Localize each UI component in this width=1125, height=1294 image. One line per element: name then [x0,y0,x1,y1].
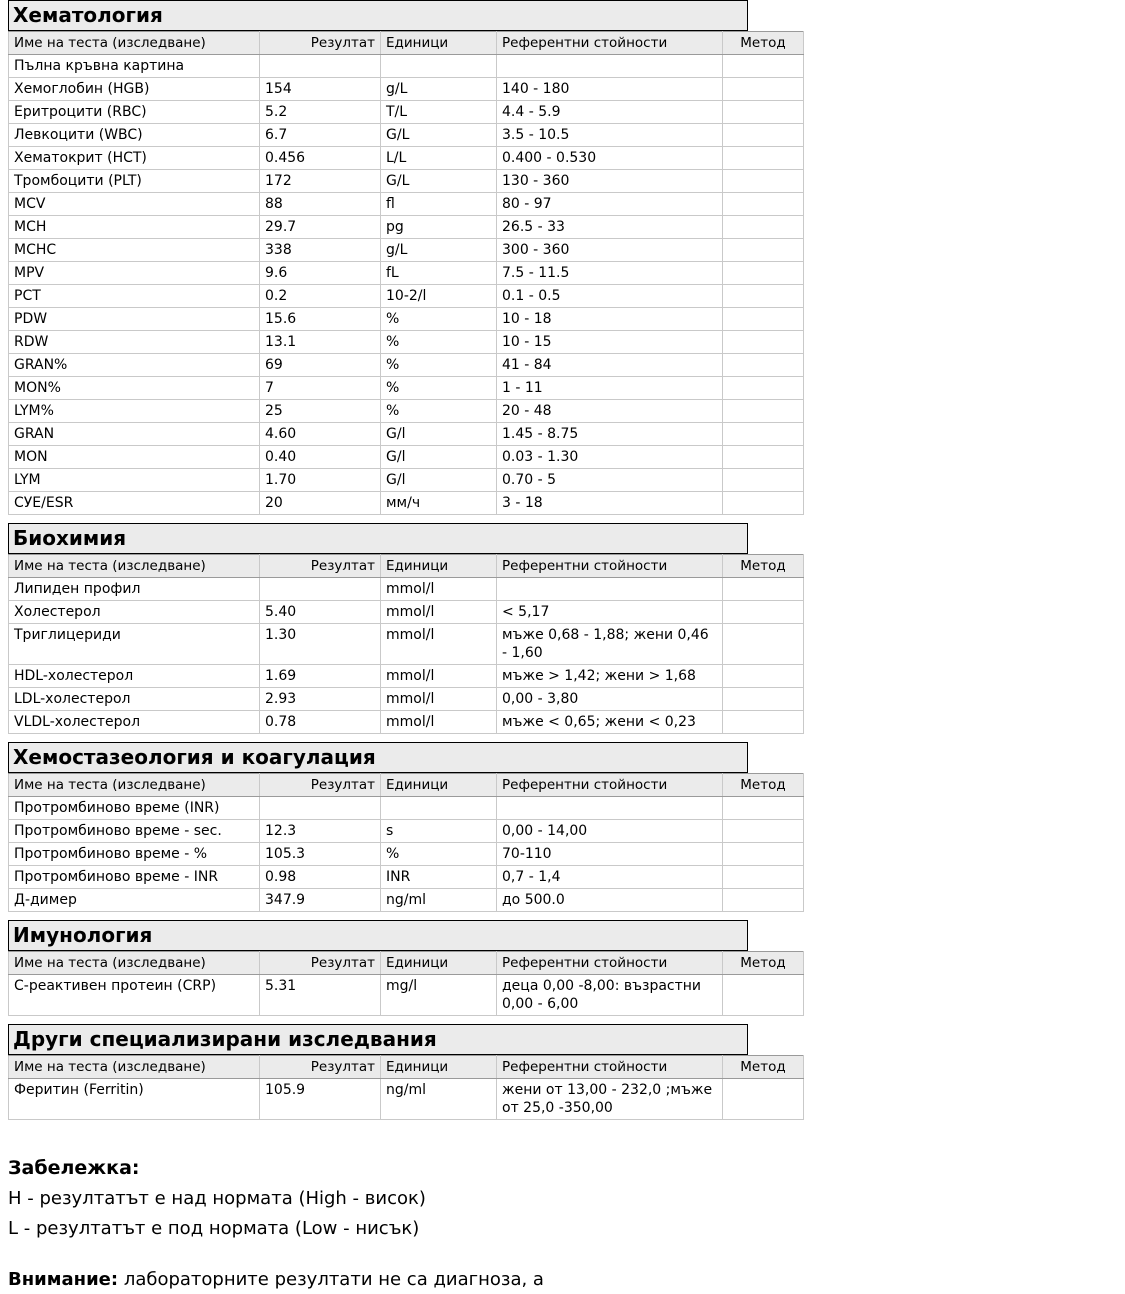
cell-result: 172 [260,170,381,193]
table-row [9,624,804,665]
column-header-units: Единици [381,1056,497,1079]
cell-reference: 4.4 - 5.9 [497,101,723,124]
cell-test-name: MPV [9,262,260,285]
cell-test-name: GRAN% [9,354,260,377]
cell-units: mmol/l [381,711,497,734]
cell-result: 347.9 [260,889,381,912]
column-header-result: Резултат [260,1056,381,1079]
cell-units: g/L [381,239,497,262]
cell-method [723,101,804,124]
table-row [9,193,804,216]
cell-result: 1.70 [260,469,381,492]
cell-test-name: RDW [9,331,260,354]
column-header-name: Име на теста (изследване) [9,774,260,797]
lab-section [8,742,786,912]
table-header-row [9,1056,804,1079]
table-row [9,377,804,400]
cell-result: 69 [260,354,381,377]
cell-method [723,354,804,377]
cell-units: % [381,400,497,423]
cell-result: 105.9 [260,1079,381,1120]
cell-test-name: Липиден профил [9,578,260,601]
column-header-result: Резултат [260,952,381,975]
table-row [9,262,804,285]
notes-title: Забележка: [8,1157,140,1179]
table-row [9,469,804,492]
section-spacer [0,1120,1125,1128]
cell-test-name: Триглицериди [9,624,260,665]
results-table [8,31,804,515]
cell-units: fL [381,262,497,285]
cell-units: ng/ml [381,889,497,912]
column-header-units: Единици [381,32,497,55]
cell-test-name: Еритроцити (RBC) [9,101,260,124]
cell-reference: < 5,17 [497,601,723,624]
cell-test-name: Д-димер [9,889,260,912]
cell-units: T/L [381,101,497,124]
cell-result: 0.456 [260,147,381,170]
cell-test-name: Протромбиново време - sec. [9,820,260,843]
cell-units: мм/ч [381,492,497,515]
cell-method [723,446,804,469]
table-row [9,975,804,1016]
cell-result: 6.7 [260,124,381,147]
cell-units: L/L [381,147,497,170]
column-header-method: Метод [723,1056,804,1079]
column-header-method: Метод [723,555,804,578]
notes-line-high: H - резултатът е над нормата (High - висок) [8,1188,426,1209]
cell-method [723,285,804,308]
cell-test-name: Феритин (Ferritin) [9,1079,260,1120]
table-row [9,308,804,331]
cell-units: INR [381,866,497,889]
column-header-result: Резултат [260,774,381,797]
cell-method [723,688,804,711]
column-header-units: Единици [381,952,497,975]
section-title: Имунология [8,920,748,951]
cell-reference: мъже < 0,65; жени < 0,23 [497,711,723,734]
cell-result [260,797,381,820]
cell-test-name: Хематокрит (HCT) [9,147,260,170]
table-row [9,578,804,601]
cell-test-name: Протромбиново време - INR [9,866,260,889]
cell-method [723,423,804,446]
cell-test-name: PCT [9,285,260,308]
warning-text: лабораторните резултати не са диагноза, а [118,1269,544,1290]
cell-reference: 140 - 180 [497,78,723,101]
cell-units: % [381,331,497,354]
column-header-name: Име на теста (изследване) [9,32,260,55]
cell-units [381,55,497,78]
cell-test-name: VLDL-холестерол [9,711,260,734]
cell-units: mmol/l [381,601,497,624]
cell-test-name: HDL-холестерол [9,665,260,688]
cell-result: 5.31 [260,975,381,1016]
table-row [9,711,804,734]
cell-test-name: LYM% [9,400,260,423]
column-header-reference: Референтни стойности [497,555,723,578]
cell-result [260,578,381,601]
cell-result: 88 [260,193,381,216]
cell-result: 5.40 [260,601,381,624]
cell-reference: 70-110 [497,843,723,866]
cell-reference: 3.5 - 10.5 [497,124,723,147]
cell-result: 1.69 [260,665,381,688]
cell-reference [497,55,723,78]
cell-result: 0.78 [260,711,381,734]
cell-result: 2.93 [260,688,381,711]
cell-test-name: Левкоцити (WBC) [9,124,260,147]
lab-section [8,920,786,1016]
table-row [9,423,804,446]
column-header-reference: Референтни стойности [497,952,723,975]
cell-result: 1.30 [260,624,381,665]
cell-test-name: PDW [9,308,260,331]
cell-result [260,55,381,78]
section-spacer [0,734,1125,742]
cell-reference: жени от 13,00 - 232,0 ;мъже от 25,0 -350,00 [497,1079,723,1120]
cell-result: 9.6 [260,262,381,285]
column-header-reference: Референтни стойности [497,1056,723,1079]
table-row [9,843,804,866]
cell-reference: 0.03 - 1.30 [497,446,723,469]
cell-result: 154 [260,78,381,101]
cell-test-name: С-реактивен протеин (CRP) [9,975,260,1016]
cell-method [723,843,804,866]
section-title: Други специализирани изследвания [8,1024,748,1055]
cell-test-name: MCH [9,216,260,239]
cell-result: 338 [260,239,381,262]
section-spacer [0,912,1125,920]
cell-reference: 3 - 18 [497,492,723,515]
table-row [9,446,804,469]
cell-method [723,239,804,262]
cell-units: mmol/l [381,688,497,711]
column-header-result: Резултат [260,32,381,55]
table-row [9,889,804,912]
section-spacer [0,515,1125,523]
cell-reference: деца 0,00 -8,00: възрастни 0,00 - 6,00 [497,975,723,1016]
cell-reference: 41 - 84 [497,354,723,377]
cell-method [723,820,804,843]
cell-result: 4.60 [260,423,381,446]
results-table [8,1055,804,1120]
table-row [9,665,804,688]
column-header-name: Име на теста (изследване) [9,952,260,975]
table-row [9,601,804,624]
table-row [9,331,804,354]
table-row [9,354,804,377]
table-row [9,55,804,78]
column-header-method: Метод [723,32,804,55]
table-row [9,688,804,711]
column-header-units: Единици [381,774,497,797]
cell-reference: 0,7 - 1,4 [497,866,723,889]
cell-test-name: MON% [9,377,260,400]
cell-reference: 0.400 - 0.530 [497,147,723,170]
cell-method [723,262,804,285]
cell-test-name: Холестерол [9,601,260,624]
table-header-row [9,952,804,975]
cell-method [723,331,804,354]
table-header-row [9,555,804,578]
cell-result: 5.2 [260,101,381,124]
cell-reference: 300 - 360 [497,239,723,262]
cell-units: % [381,354,497,377]
cell-result: 13.1 [260,331,381,354]
table-row [9,285,804,308]
cell-method [723,147,804,170]
cell-units: G/l [381,446,497,469]
cell-reference [497,578,723,601]
section-title: Хемостазеология и коагулация [8,742,748,773]
lab-section [8,1024,786,1120]
table-row [9,492,804,515]
notes-block [8,1154,1008,1244]
cell-reference: 7.5 - 11.5 [497,262,723,285]
cell-test-name: Тромбоцити (PLT) [9,170,260,193]
results-table [8,773,804,912]
cell-method [723,578,804,601]
cell-units: fl [381,193,497,216]
cell-method [723,216,804,239]
cell-method [723,866,804,889]
cell-method [723,124,804,147]
cell-units [381,797,497,820]
column-header-reference: Референтни стойности [497,32,723,55]
cell-units: mmol/l [381,665,497,688]
cell-reference: 0,00 - 3,80 [497,688,723,711]
cell-method [723,601,804,624]
cell-reference: 130 - 360 [497,170,723,193]
table-row [9,78,804,101]
cell-method [723,170,804,193]
cell-result: 15.6 [260,308,381,331]
cell-units: g/L [381,78,497,101]
notes-line-low: L - резултатът е под нормата (Low - нисък) [8,1218,420,1239]
table-header-row [9,32,804,55]
column-header-method: Метод [723,774,804,797]
results-table [8,554,804,734]
cell-result: 7 [260,377,381,400]
table-row [9,101,804,124]
cell-reference: мъже 0,68 - 1,88; жени 0,46 - 1,60 [497,624,723,665]
cell-units: % [381,377,497,400]
cell-units: % [381,843,497,866]
cell-method [723,624,804,665]
cell-reference: 0.1 - 0.5 [497,285,723,308]
cell-reference: 0.70 - 5 [497,469,723,492]
cell-method [723,400,804,423]
cell-method [723,469,804,492]
cell-reference: 10 - 18 [497,308,723,331]
cell-units: G/L [381,124,497,147]
column-header-method: Метод [723,952,804,975]
cell-test-name: MCHC [9,239,260,262]
cell-reference: 26.5 - 33 [497,216,723,239]
cell-units: G/l [381,469,497,492]
cell-units: mmol/l [381,624,497,665]
cell-method [723,377,804,400]
column-header-result: Резултат [260,555,381,578]
column-header-units: Единици [381,555,497,578]
cell-units: % [381,308,497,331]
cell-method [723,665,804,688]
cell-method [723,78,804,101]
table-row [9,170,804,193]
results-table [8,951,804,1016]
cell-units: mmol/l [381,578,497,601]
cell-result: 12.3 [260,820,381,843]
cell-result: 105.3 [260,843,381,866]
section-spacer [0,1016,1125,1024]
cell-method [723,55,804,78]
cell-reference: мъже > 1,42; жени > 1,68 [497,665,723,688]
cell-test-name: LYM [9,469,260,492]
table-row [9,216,804,239]
section-title: Хематология [8,0,748,31]
table-row [9,124,804,147]
cell-test-name: СУЕ/ESR [9,492,260,515]
table-header-row [9,774,804,797]
warning-block [8,1266,1068,1294]
cell-reference: 10 - 15 [497,331,723,354]
column-header-reference: Референтни стойности [497,774,723,797]
cell-method [723,797,804,820]
table-row [9,400,804,423]
table-row [9,1079,804,1120]
cell-method [723,1079,804,1120]
cell-units: s [381,820,497,843]
cell-method [723,975,804,1016]
cell-method [723,711,804,734]
cell-result: 29.7 [260,216,381,239]
lab-section [8,0,786,515]
cell-test-name: Протромбиново време - % [9,843,260,866]
cell-result: 20 [260,492,381,515]
cell-result: 0.2 [260,285,381,308]
cell-test-name: GRAN [9,423,260,446]
table-row [9,797,804,820]
cell-test-name: Хемоглобин (HGB) [9,78,260,101]
cell-result: 0.98 [260,866,381,889]
cell-reference: 0,00 - 14,00 [497,820,723,843]
column-header-name: Име на теста (изследване) [9,555,260,578]
cell-reference [497,797,723,820]
cell-test-name: MCV [9,193,260,216]
table-row [9,147,804,170]
cell-method [723,308,804,331]
cell-reference: 1 - 11 [497,377,723,400]
cell-units: 10-2/l [381,285,497,308]
cell-reference: до 500.0 [497,889,723,912]
cell-reference: 20 - 48 [497,400,723,423]
cell-result: 0.40 [260,446,381,469]
cell-result: 25 [260,400,381,423]
cell-test-name: MON [9,446,260,469]
cell-units: G/L [381,170,497,193]
lab-section [8,523,786,734]
cell-reference: 80 - 97 [497,193,723,216]
cell-units: pg [381,216,497,239]
cell-method [723,492,804,515]
table-row [9,239,804,262]
cell-test-name: LDL-холестерол [9,688,260,711]
cell-units: ng/ml [381,1079,497,1120]
cell-method [723,889,804,912]
cell-units: mg/l [381,975,497,1016]
cell-method [723,193,804,216]
cell-units: G/l [381,423,497,446]
cell-test-name: Протромбиново време (INR) [9,797,260,820]
cell-reference: 1.45 - 8.75 [497,423,723,446]
table-row [9,866,804,889]
table-row [9,820,804,843]
section-title: Биохимия [8,523,748,554]
column-header-name: Име на теста (изследване) [9,1056,260,1079]
cell-test-name: Пълна кръвна картина [9,55,260,78]
warning-label: Внимание: [8,1269,119,1290]
